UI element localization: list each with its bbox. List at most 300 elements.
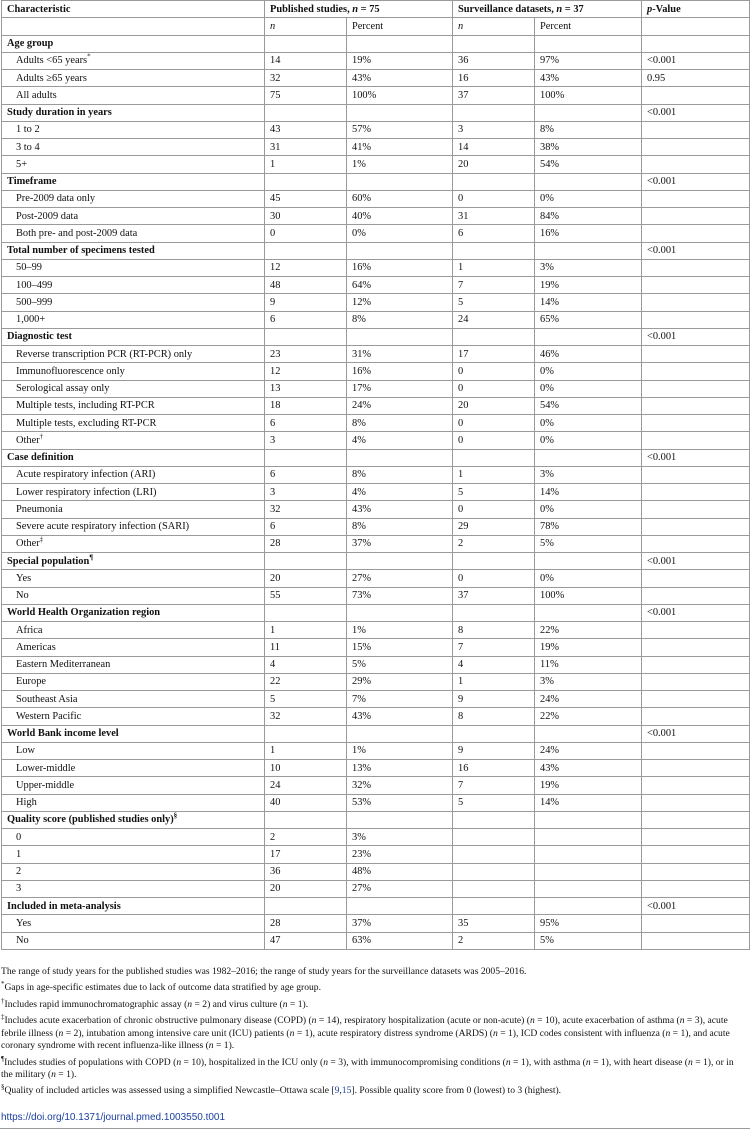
characteristic-label: 3 xyxy=(16,883,22,895)
table-group-row xyxy=(2,328,750,345)
characteristic-cell xyxy=(2,691,265,708)
published-n-cell: 1 xyxy=(265,156,347,173)
published-n-cell: 9 xyxy=(265,294,347,311)
footnote-marker: * xyxy=(87,52,91,61)
surveillance-n-cell: 7 xyxy=(453,277,535,294)
characteristic-cell xyxy=(2,259,265,276)
surveillance-percent-cell: 3% xyxy=(535,466,642,483)
characteristic-label: Low xyxy=(16,745,36,757)
surveillance-n-cell: 6 xyxy=(453,225,535,242)
surveillance-n-cell xyxy=(453,35,535,52)
published-n-cell: 1 xyxy=(265,742,347,759)
footnote-marker: ‡ xyxy=(39,535,44,544)
surveillance-n-cell: 5 xyxy=(453,794,535,811)
published-percent-cell xyxy=(347,328,453,345)
p-value-cell xyxy=(642,208,750,225)
p-value-cell: <0.001 xyxy=(642,604,750,621)
p-value-cell xyxy=(642,311,750,328)
header-surveillance-percent: Percent xyxy=(535,18,642,35)
characteristic-label: Adults ≥65 years xyxy=(16,72,87,84)
published-percent-cell: 19% xyxy=(347,52,453,69)
published-n-cell: 2 xyxy=(265,829,347,846)
table-row xyxy=(2,656,750,673)
characteristic-cell xyxy=(2,139,265,156)
table-row xyxy=(2,846,750,863)
published-percent-cell xyxy=(347,104,453,121)
published-percent-cell xyxy=(347,725,453,742)
surveillance-n-cell: 0 xyxy=(453,415,535,432)
published-percent-cell: 29% xyxy=(347,673,453,690)
published-n-cell: 18 xyxy=(265,397,347,414)
surveillance-percent-cell: 0% xyxy=(535,415,642,432)
table-row xyxy=(2,501,750,518)
surveillance-percent-cell: 78% xyxy=(535,518,642,535)
surveillance-n-cell xyxy=(453,811,535,828)
characteristic-label: No xyxy=(16,935,29,947)
characteristic-cell xyxy=(2,346,265,363)
surveillance-n-cell: 8 xyxy=(453,708,535,725)
table-row xyxy=(2,794,750,811)
published-n-cell: 12 xyxy=(265,363,347,380)
published-n-cell: 12 xyxy=(265,259,347,276)
doi-link[interactable]: https://doi.org/10.1371/journal.pmed.1003550.t001 xyxy=(1,1112,226,1123)
surveillance-percent-cell: 14% xyxy=(535,794,642,811)
characteristic-cell xyxy=(2,432,265,449)
characteristic-cell xyxy=(2,553,265,570)
characteristic-cell xyxy=(2,121,265,138)
surveillance-percent-cell xyxy=(535,829,642,846)
table-row xyxy=(2,518,750,535)
published-percent-cell: 13% xyxy=(347,760,453,777)
characteristic-label: Immunofluorescence only xyxy=(16,365,125,377)
published-percent-cell: 60% xyxy=(347,190,453,207)
table-row xyxy=(2,294,750,311)
p-value-cell xyxy=(642,294,750,311)
p-value-cell xyxy=(642,742,750,759)
characteristic-cell xyxy=(2,277,265,294)
surveillance-n-cell: 37 xyxy=(453,587,535,604)
characteristic-label: 5+ xyxy=(16,158,28,170)
characteristic-cell xyxy=(2,311,265,328)
table-row xyxy=(2,742,750,759)
table-group-row xyxy=(2,898,750,915)
characteristic-cell xyxy=(2,397,265,414)
characteristic-cell xyxy=(2,484,265,501)
published-n-cell: 5 xyxy=(265,691,347,708)
table-row xyxy=(2,777,750,794)
table-row xyxy=(2,415,750,432)
published-n-cell xyxy=(265,173,347,190)
published-percent-cell: 37% xyxy=(347,915,453,932)
p-value-cell xyxy=(642,346,750,363)
characteristic-label: 1 xyxy=(16,848,22,860)
published-n-cell: 6 xyxy=(265,518,347,535)
surveillance-n-cell: 1 xyxy=(453,259,535,276)
p-value-cell xyxy=(642,432,750,449)
published-percent-cell: 48% xyxy=(347,863,453,880)
table-row xyxy=(2,570,750,587)
surveillance-percent-cell xyxy=(535,880,642,897)
published-percent-cell: 1% xyxy=(347,622,453,639)
published-percent-cell: 73% xyxy=(347,587,453,604)
published-n-cell: 24 xyxy=(265,777,347,794)
published-n-cell xyxy=(265,328,347,345)
characteristic-cell xyxy=(2,415,265,432)
characteristic-label: Post-2009 data xyxy=(16,210,79,222)
header-surveillance-n: n xyxy=(453,18,535,35)
p-value-cell xyxy=(642,691,750,708)
table-row xyxy=(2,156,750,173)
footnote-star: *Gaps in age-specific estimates due to lack of outcome data stratified by age group. xyxy=(1,980,321,994)
surveillance-n-cell xyxy=(453,173,535,190)
characteristic-label: 100–499 xyxy=(16,279,53,291)
p-value-cell xyxy=(642,87,750,104)
table-row xyxy=(2,87,750,104)
reference-link-9[interactable]: 9 xyxy=(334,1085,340,1097)
characteristic-label: Pneumonia xyxy=(16,503,63,515)
published-percent-cell xyxy=(347,898,453,915)
p-value-cell: <0.001 xyxy=(642,52,750,69)
published-percent-cell: 5% xyxy=(347,656,453,673)
table-row xyxy=(2,829,750,846)
characteristic-label: Timeframe xyxy=(7,176,57,188)
p-value-cell xyxy=(642,829,750,846)
published-percent-cell: 41% xyxy=(347,139,453,156)
published-n-cell: 48 xyxy=(265,277,347,294)
table-footnotes xyxy=(1,966,747,1102)
table-row xyxy=(2,397,750,414)
characteristic-label: Other xyxy=(16,434,40,446)
footnote-double-dagger: ‡Includes acute exacerbation of chronic obstructive pulmonary disease (COPD) (n = 14), respiratory hospitalization (acute or non-acute) (n = 10), acute exacerbation of asthma (n = 3), acute febrile illness (n = 2), intubation among intensive care unit (ICU) patients (n = 1), acute respiratory distress syndrome (ARDS) (n = 1), ICD codes consistent with influenza (n = 1), and acute coronary syndrome with recent influenza-like illness (n = 1). xyxy=(1,1013,730,1052)
characteristic-cell xyxy=(2,656,265,673)
published-n-cell: 28 xyxy=(265,915,347,932)
characteristic-label: Adults <65 years xyxy=(16,55,88,67)
surveillance-percent-cell: 5% xyxy=(535,535,642,552)
published-n-cell: 6 xyxy=(265,415,347,432)
table-group-row xyxy=(2,104,750,121)
surveillance-percent-cell: 46% xyxy=(535,346,642,363)
published-percent-cell: 57% xyxy=(347,121,453,138)
characteristic-cell xyxy=(2,242,265,259)
published-n-cell: 40 xyxy=(265,794,347,811)
published-n-cell: 32 xyxy=(265,70,347,87)
published-n-cell: 23 xyxy=(265,346,347,363)
p-value-cell xyxy=(642,932,750,949)
surveillance-n-cell: 4 xyxy=(453,656,535,673)
table-row xyxy=(2,622,750,639)
footnote-range: The range of study years for the published studies was 1982–2016; the range of study years for the surveillance datasets was 2005–2016. xyxy=(1,966,527,977)
surveillance-percent-cell: 95% xyxy=(535,915,642,932)
surveillance-percent-cell: 0% xyxy=(535,432,642,449)
p-value-cell: <0.001 xyxy=(642,898,750,915)
published-percent-cell: 43% xyxy=(347,70,453,87)
p-value-cell xyxy=(642,535,750,552)
published-percent-cell: 8% xyxy=(347,466,453,483)
characteristic-label: Acute respiratory infection (ARI) xyxy=(16,469,156,481)
surveillance-percent-cell: 24% xyxy=(535,742,642,759)
p-value-cell xyxy=(642,121,750,138)
surveillance-n-cell: 36 xyxy=(453,52,535,69)
characteristic-label: Age group xyxy=(7,38,54,50)
footnote-marker: ¶ xyxy=(89,553,94,562)
reference-link-15[interactable]: 15 xyxy=(341,1085,352,1097)
surveillance-n-cell: 20 xyxy=(453,397,535,414)
published-n-cell xyxy=(265,898,347,915)
published-percent-cell: 63% xyxy=(347,932,453,949)
surveillance-percent-cell: 0% xyxy=(535,190,642,207)
table-row xyxy=(2,432,750,449)
characteristics-table xyxy=(1,0,750,950)
surveillance-n-cell: 0 xyxy=(453,570,535,587)
table-row xyxy=(2,121,750,138)
surveillance-n-cell: 5 xyxy=(453,484,535,501)
published-n-cell: 47 xyxy=(265,932,347,949)
characteristic-cell xyxy=(2,622,265,639)
p-value-cell xyxy=(642,673,750,690)
table-group-row xyxy=(2,35,750,52)
p-value-cell: <0.001 xyxy=(642,553,750,570)
published-n-cell: 36 xyxy=(265,863,347,880)
published-n-cell: 32 xyxy=(265,501,347,518)
characteristic-cell xyxy=(2,35,265,52)
surveillance-percent-cell: 43% xyxy=(535,760,642,777)
characteristic-cell xyxy=(2,639,265,656)
surveillance-percent-cell xyxy=(535,242,642,259)
characteristic-cell xyxy=(2,328,265,345)
characteristic-cell xyxy=(2,52,265,69)
characteristic-cell xyxy=(2,829,265,846)
table-row xyxy=(2,639,750,656)
surveillance-n-cell xyxy=(453,328,535,345)
surveillance-n-cell: 8 xyxy=(453,622,535,639)
characteristic-label: Yes xyxy=(16,572,32,584)
footnote-marker: † xyxy=(39,432,44,441)
table-row xyxy=(2,277,750,294)
published-percent-cell: 64% xyxy=(347,277,453,294)
characteristic-label: Yes xyxy=(16,917,32,929)
characteristic-label: Case definition xyxy=(7,452,74,464)
surveillance-percent-cell: 0% xyxy=(535,501,642,518)
surveillance-n-cell: 14 xyxy=(453,139,535,156)
p-value-cell xyxy=(642,880,750,897)
published-percent-cell: 24% xyxy=(347,397,453,414)
table-group-row xyxy=(2,811,750,828)
surveillance-n-cell: 37 xyxy=(453,87,535,104)
characteristic-label: Multiple tests, excluding RT-PCR xyxy=(16,417,157,429)
p-value-cell xyxy=(642,777,750,794)
published-n-cell xyxy=(265,242,347,259)
surveillance-percent-cell: 3% xyxy=(535,673,642,690)
table-body xyxy=(2,1,750,950)
published-percent-cell: 16% xyxy=(347,363,453,380)
header-row-1 xyxy=(2,1,750,18)
published-n-cell: 13 xyxy=(265,380,347,397)
surveillance-n-cell: 31 xyxy=(453,208,535,225)
characteristic-label: Eastern Mediterranean xyxy=(16,659,111,671)
surveillance-percent-cell: 84% xyxy=(535,208,642,225)
surveillance-percent-cell: 65% xyxy=(535,311,642,328)
characteristic-cell xyxy=(2,915,265,932)
characteristic-label: Pre-2009 data only xyxy=(16,193,96,205)
footnote-dagger: †Includes rapid immunochromatographic assay (n = 2) and virus culture (n = 1). xyxy=(1,996,309,1010)
table-row xyxy=(2,880,750,897)
surveillance-n-cell: 20 xyxy=(453,156,535,173)
p-value-cell xyxy=(642,139,750,156)
characteristic-label: World Health Organization region xyxy=(7,607,161,619)
table-group-row xyxy=(2,173,750,190)
surveillance-percent-cell: 19% xyxy=(535,639,642,656)
surveillance-n-cell: 1 xyxy=(453,466,535,483)
p-value-cell xyxy=(642,466,750,483)
characteristic-cell xyxy=(2,898,265,915)
surveillance-n-cell xyxy=(453,553,535,570)
surveillance-n-cell: 2 xyxy=(453,932,535,949)
published-n-cell: 11 xyxy=(265,639,347,656)
characteristic-cell xyxy=(2,604,265,621)
published-n-cell: 0 xyxy=(265,225,347,242)
published-n-cell xyxy=(265,811,347,828)
surveillance-n-cell: 1 xyxy=(453,673,535,690)
table-row xyxy=(2,691,750,708)
characteristic-label: 3 to 4 xyxy=(16,141,40,153)
p-value-cell: <0.001 xyxy=(642,173,750,190)
header-published-percent: Percent xyxy=(347,18,453,35)
surveillance-percent-cell: 14% xyxy=(535,484,642,501)
surveillance-percent-cell: 19% xyxy=(535,777,642,794)
characteristic-label: Americas xyxy=(16,641,56,653)
header-blank-p xyxy=(642,18,750,35)
published-n-cell: 6 xyxy=(265,466,347,483)
table-row xyxy=(2,587,750,604)
surveillance-n-cell: 24 xyxy=(453,311,535,328)
characteristic-label: Reverse transcription PCR (RT-PCR) only xyxy=(16,348,193,360)
characteristic-label: Upper-middle xyxy=(16,779,75,791)
published-percent-cell: 27% xyxy=(347,880,453,897)
p-value-cell xyxy=(642,501,750,518)
p-value-cell xyxy=(642,811,750,828)
characteristic-label: Lower-middle xyxy=(16,762,76,774)
published-percent-cell: 43% xyxy=(347,501,453,518)
characteristic-label: Quality score (published studies only) xyxy=(7,814,174,826)
published-percent-cell: 16% xyxy=(347,259,453,276)
table-group-row xyxy=(2,604,750,621)
surveillance-percent-cell: 43% xyxy=(535,70,642,87)
surveillance-n-cell xyxy=(453,880,535,897)
published-n-cell: 3 xyxy=(265,432,347,449)
table-row xyxy=(2,380,750,397)
published-n-cell: 30 xyxy=(265,208,347,225)
characteristic-cell xyxy=(2,70,265,87)
characteristic-label: Serological assay only xyxy=(16,383,110,395)
surveillance-percent-cell xyxy=(535,449,642,466)
published-n-cell: 1 xyxy=(265,622,347,639)
published-percent-cell: 1% xyxy=(347,742,453,759)
characteristic-label: 500–999 xyxy=(16,296,53,308)
characteristic-label: Lower respiratory infection (LRI) xyxy=(16,486,157,498)
characteristic-cell xyxy=(2,570,265,587)
surveillance-n-cell: 5 xyxy=(453,294,535,311)
header-pvalue: p-Value xyxy=(642,1,750,18)
surveillance-n-cell xyxy=(453,104,535,121)
table-row xyxy=(2,708,750,725)
table-group-row xyxy=(2,242,750,259)
published-n-cell xyxy=(265,553,347,570)
characteristic-label: 2 xyxy=(16,866,22,878)
characteristic-cell xyxy=(2,880,265,897)
table-row xyxy=(2,52,750,69)
characteristic-cell xyxy=(2,87,265,104)
surveillance-percent-cell: 3% xyxy=(535,259,642,276)
published-percent-cell xyxy=(347,553,453,570)
header-surveillance: Surveillance datasets, n = 37 xyxy=(453,1,642,18)
p-value-cell: <0.001 xyxy=(642,242,750,259)
surveillance-n-cell xyxy=(453,846,535,863)
characteristic-label: Study duration in years xyxy=(7,107,112,119)
published-percent-cell: 4% xyxy=(347,432,453,449)
surveillance-percent-cell: 24% xyxy=(535,691,642,708)
table-row xyxy=(2,535,750,552)
table-container xyxy=(1,0,749,950)
characteristic-cell xyxy=(2,673,265,690)
published-n-cell xyxy=(265,449,347,466)
surveillance-n-cell: 16 xyxy=(453,760,535,777)
p-value-cell xyxy=(642,570,750,587)
p-value-cell xyxy=(642,363,750,380)
published-n-cell xyxy=(265,104,347,121)
p-value-cell xyxy=(642,277,750,294)
footnote-marker: § xyxy=(173,811,178,820)
surveillance-percent-cell: 100% xyxy=(535,87,642,104)
surveillance-n-cell: 0 xyxy=(453,380,535,397)
characteristic-cell xyxy=(2,190,265,207)
surveillance-percent-cell: 54% xyxy=(535,397,642,414)
surveillance-n-cell xyxy=(453,604,535,621)
surveillance-n-cell xyxy=(453,725,535,742)
p-value-cell xyxy=(642,708,750,725)
p-value-cell: <0.001 xyxy=(642,104,750,121)
characteristic-label: Severe acute respiratory infection (SARI) xyxy=(16,521,190,533)
characteristic-label: 0 xyxy=(16,831,22,843)
characteristic-cell xyxy=(2,587,265,604)
surveillance-percent-cell xyxy=(535,863,642,880)
surveillance-n-cell xyxy=(453,449,535,466)
published-n-cell xyxy=(265,604,347,621)
surveillance-percent-cell: 97% xyxy=(535,52,642,69)
published-n-cell: 4 xyxy=(265,656,347,673)
header-published: Published studies, n = 75 xyxy=(265,1,453,18)
characteristic-cell xyxy=(2,794,265,811)
surveillance-n-cell: 3 xyxy=(453,121,535,138)
table-row xyxy=(2,208,750,225)
surveillance-percent-cell: 100% xyxy=(535,587,642,604)
published-percent-cell: 12% xyxy=(347,294,453,311)
published-percent-cell: 100% xyxy=(347,87,453,104)
p-value-cell xyxy=(642,397,750,414)
characteristic-cell xyxy=(2,777,265,794)
p-value-cell xyxy=(642,587,750,604)
p-value-cell xyxy=(642,156,750,173)
header-blank xyxy=(2,18,265,35)
p-value-cell xyxy=(642,863,750,880)
surveillance-percent-cell: 11% xyxy=(535,656,642,673)
table-row xyxy=(2,484,750,501)
characteristic-label: Total number of specimens tested xyxy=(7,245,155,257)
p-value-cell xyxy=(642,415,750,432)
surveillance-percent-cell xyxy=(535,811,642,828)
published-percent-cell: 1% xyxy=(347,156,453,173)
table-row xyxy=(2,932,750,949)
table-group-row xyxy=(2,449,750,466)
